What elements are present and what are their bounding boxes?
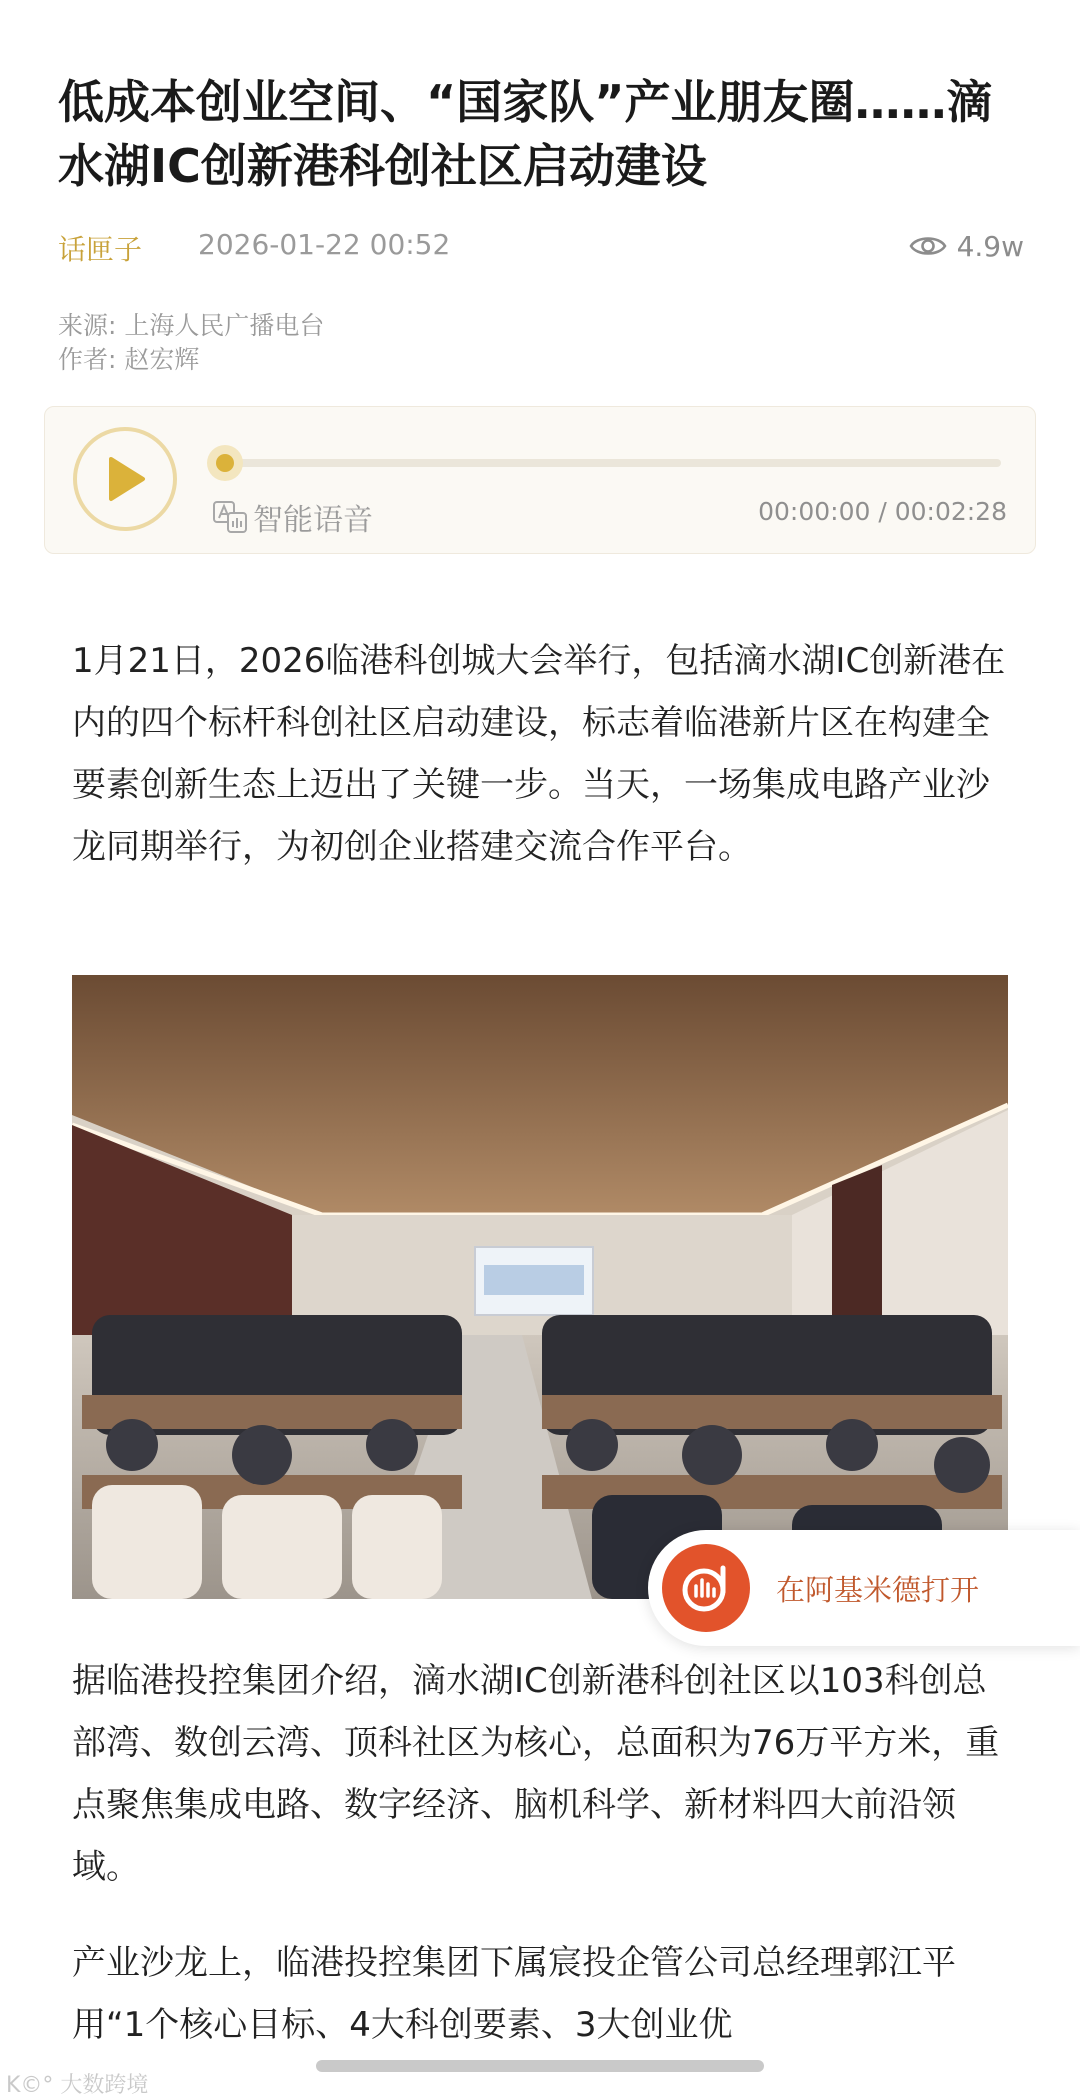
paragraph-2: 据临港投控集团介绍，滴水湖IC创新港科创社区以103科创总部湾、数创云湾、顶科社区为核心，总面积为76万平方米，重点聚焦集成电路、数字经济、脑机科学、新材料四大前沿领域。 — [72, 1661, 1000, 1887]
audio-time: 00:00:00 / 00:02:28 — [758, 497, 1007, 526]
ai-voice-icon — [213, 501, 247, 533]
paragraph-3: 产业沙龙上，临港投控集团下属宸投企管公司总经理郭江平用“1个核心目标、4大科创要素、3大创业优 — [72, 1943, 956, 2045]
author-line: 作者: 赵宏辉 — [58, 345, 200, 374]
source-tag[interactable]: 话匣子 — [58, 233, 143, 266]
article-title: 低成本创业空间、“国家队”产业朋友圈……滴水湖IC创新港科创社区启动建设 — [58, 75, 993, 193]
open-in-app-button[interactable] — [648, 1530, 1080, 1646]
watermark: K©° 大数跨境 — [6, 2073, 149, 2098]
progress-knob[interactable] — [207, 445, 243, 481]
publish-date: 2026-01-22 00:52 — [198, 228, 451, 261]
paragraph-1: 1月21日，2026临港科创城大会举行，包括滴水湖IC创新港在内的四个标杆科创社区启动建设，标志着临港新片区在构建全要素创新生态上迈出了关键一步。当天，一场集成电路产业沙龙同期举行，为初创企业搭建交流合作平台。 — [72, 641, 1006, 867]
eye-icon — [909, 233, 947, 259]
app-logo-icon — [662, 1544, 750, 1632]
ai-voice-label: 智能语音 — [253, 503, 373, 538]
open-in-app-label: 在阿基米德打开 — [776, 1572, 980, 1607]
home-indicator[interactable] — [316, 2060, 764, 2072]
view-count-value: 4.9w — [956, 229, 1024, 263]
progress-track[interactable] — [221, 459, 1001, 467]
ai-voice — [213, 495, 373, 539]
article-photo — [72, 975, 1008, 1599]
play-button[interactable] — [73, 427, 177, 531]
source-line: 来源: 上海人民广播电台 — [58, 311, 325, 340]
article-meta — [58, 224, 1024, 268]
audio-player — [44, 406, 1036, 554]
play-icon — [103, 455, 147, 503]
view-count — [909, 224, 1024, 268]
